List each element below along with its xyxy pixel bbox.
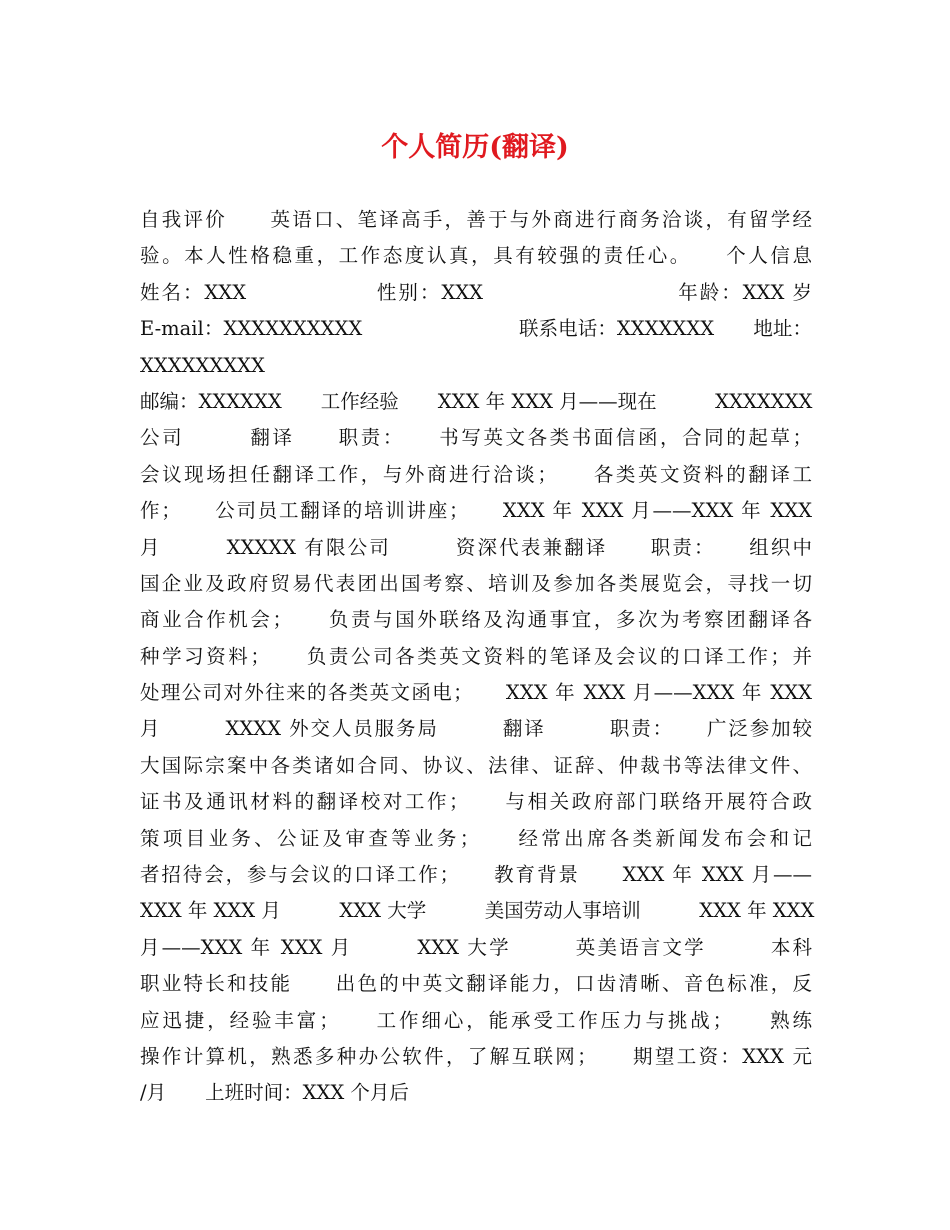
body-line: XXXXXXXXX: [140, 353, 265, 377]
body-line: 月 XXXX 外交人员服务局 翻译 职责： 广泛参加较: [140, 717, 812, 741]
body-line: 验。本人性格稳重，工作态度认真，具有较强的责任心。 个人信息: [140, 244, 812, 268]
body-line: 证书及通讯材料的翻译校对工作； 与相关政府部门联络开展符合政: [140, 790, 812, 814]
body-line: 操作计算机，熟悉多种办公软件，了解互联网； 期望工资：XXX 元: [140, 1044, 812, 1068]
body-line: 策项目业务、公证及审查等业务； 经常出席各类新闻发布会和记: [140, 826, 812, 850]
body-line: 职业特长和技能 出色的中英文翻译能力，口齿清晰、音色标准，反: [140, 972, 812, 996]
document-title: 个人简历(翻译): [381, 132, 569, 163]
body-line: 处理公司对外往来的各类英文函电； XXX 年 XXX 月——XXX 年 XXX: [140, 681, 812, 705]
body-line: XXX 年 XXX 月 XXX 大学 美国劳动人事培训 XXX 年 XXX: [140, 899, 815, 923]
body-line: 者招待会，参与会议的口译工作； 教育背景 XXX 年 XXX 月——: [140, 863, 812, 887]
body-line: 月——XXX 年 XXX 月 XXX 大学 英美语言文学 本科: [140, 935, 812, 959]
body-line: 应迅捷，经验丰富； 工作细心，能承受工作压力与挑战； 熟练: [140, 1008, 812, 1032]
body-line: 姓名：XXX 性别：XXX 年龄：XXX 岁: [140, 280, 812, 304]
body-line: 种学习资料； 负责公司各类英文资料的笔译及会议的口译工作；并: [140, 644, 812, 668]
body-line: 月 XXXXX 有限公司 资深代表兼翻译 职责： 组织中: [140, 535, 812, 559]
body-line: E-mail：XXXXXXXXXX 联系电话：XXXXXXX 地址：: [140, 317, 812, 341]
body-line: 会议现场担任翻译工作，与外商进行洽谈； 各类英文资料的翻译工: [140, 462, 812, 486]
body-line: 公司 翻译 职责： 书写英文各类书面信函，合同的起草；: [140, 426, 812, 450]
resume-body: [140, 202, 815, 1112]
body-line: 邮编：XXXXXX 工作经验 XXX 年 XXX 月——现在 XXXXXXX: [140, 389, 813, 413]
body-line: 大国际宗案中各类诸如合同、协议、法律、证辞、仲裁书等法律文件、: [140, 753, 812, 777]
body-line: 国企业及政府贸易代表团出国考察、培训及参加各类展览会，寻找一切: [140, 571, 812, 595]
body-line: 自我评价 英语口、笔译高手，善于与外商进行商务洽谈，有留学经: [140, 208, 812, 231]
body-line: 作； 公司员工翻译的培训讲座； XXX 年 XXX 月——XXX 年 XXX: [140, 499, 812, 523]
body-line: /月 上班时间：XXX 个月后: [140, 1081, 409, 1105]
body-line: 商业合作机会； 负责与国外联络及沟通事宜，多次为考察团翻译各: [140, 608, 812, 632]
